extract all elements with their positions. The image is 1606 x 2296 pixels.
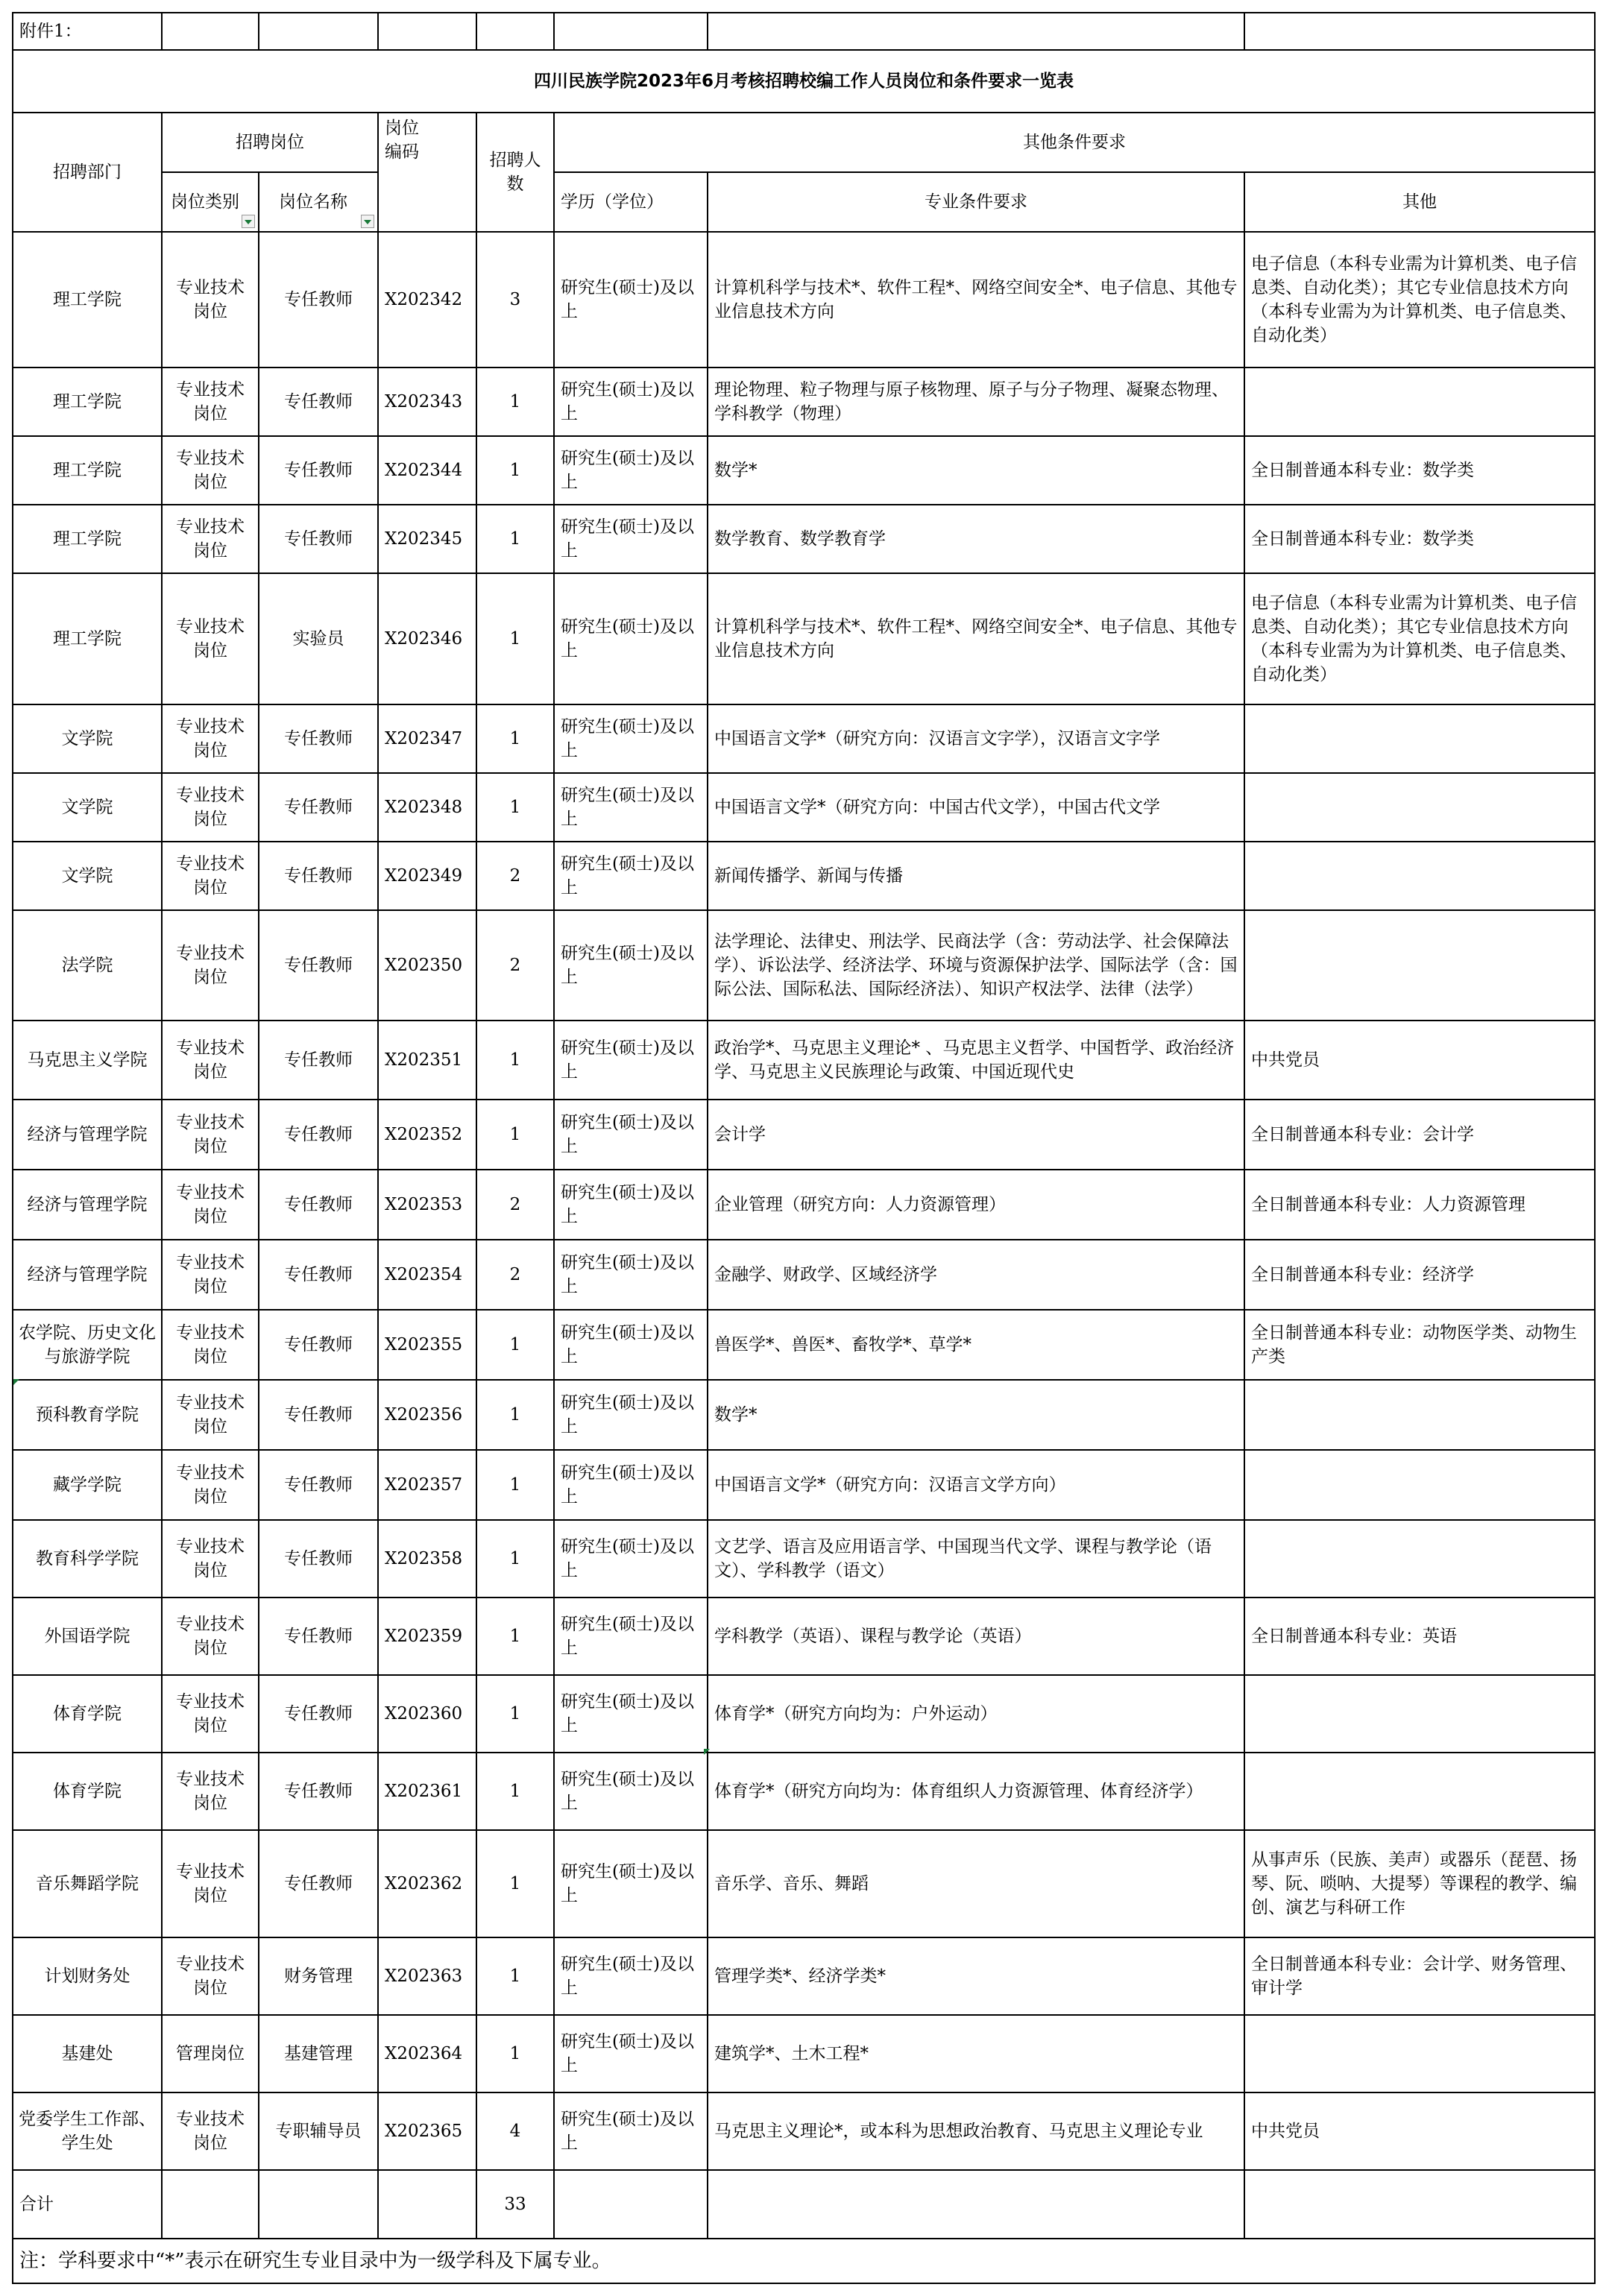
cell-education[interactable]: 研究生(硕士)及以上 <box>554 842 708 910</box>
table-row <box>13 1830 1595 1937</box>
cell-dept[interactable]: 理工学院 <box>13 368 162 436</box>
cell-name[interactable]: 专任教师 <box>259 773 378 842</box>
empty-cell[interactable] <box>259 2170 378 2239</box>
table-row <box>13 436 1595 505</box>
cell-category[interactable]: 专业技术岗位 <box>162 704 259 773</box>
cell-major[interactable]: 中国语言文学*（研究方向：汉语言文字学），汉语言文字学 <box>708 704 1244 773</box>
cell-major[interactable]: 政治学*、马克思主义理论* 、马克思主义哲学、中国哲学、政治经济学、马克思主义民族理论与政策、中国近现代史 <box>708 1021 1244 1100</box>
cell-other[interactable] <box>1244 1520 1595 1598</box>
cell-name[interactable]: 专任教师 <box>259 1675 378 1753</box>
cell-count[interactable]: 3 <box>476 232 554 368</box>
cell-count[interactable]: 1 <box>476 1937 554 2015</box>
cell-name[interactable]: 专任教师 <box>259 1240 378 1310</box>
header-other-group[interactable]: 其他条件要求 <box>554 113 1595 172</box>
cell-dept[interactable]: 体育学院 <box>13 1675 162 1753</box>
cell-name[interactable]: 专任教师 <box>259 1598 378 1675</box>
cell-count[interactable]: 2 <box>476 910 554 1021</box>
cell-name[interactable]: 专任教师 <box>259 1753 378 1830</box>
header-row-1 <box>13 113 1595 172</box>
cell-other[interactable]: 全日制普通本科专业：人力资源管理 <box>1244 1170 1595 1240</box>
cell-dept[interactable]: 教育科学学院 <box>13 1520 162 1598</box>
attachment-label[interactable]: 附件1： <box>13 13 162 50</box>
cell-count[interactable]: 1 <box>476 2015 554 2092</box>
cell-code[interactable]: X202364 <box>378 2015 476 2092</box>
empty-cell[interactable] <box>378 2170 476 2239</box>
table-row <box>13 505 1595 573</box>
cell-count[interactable]: 1 <box>476 1450 554 1520</box>
cell-category[interactable]: 专业技术岗位 <box>162 1021 259 1100</box>
cell-code[interactable]: X202347 <box>378 704 476 773</box>
cell-major[interactable]: 音乐学、音乐、舞蹈 <box>708 1830 1244 1937</box>
table-row <box>13 1598 1595 1675</box>
cell-education[interactable]: 研究生(硕士)及以上 <box>554 1937 708 2015</box>
cell-count[interactable]: 1 <box>476 1100 554 1170</box>
comment-marker-icon <box>704 1749 710 1755</box>
cell-code[interactable]: X202360 <box>378 1675 476 1753</box>
title-row <box>13 50 1595 113</box>
table-row <box>13 1753 1595 1830</box>
table-row <box>13 232 1595 368</box>
cell-dept[interactable]: 法学院 <box>13 910 162 1021</box>
cell-category[interactable]: 专业技术岗位 <box>162 436 259 505</box>
cell-count[interactable]: 1 <box>476 1598 554 1675</box>
cell-category[interactable]: 专业技术岗位 <box>162 232 259 368</box>
cell-category[interactable]: 专业技术岗位 <box>162 505 259 573</box>
cell-other[interactable]: 中共党员 <box>1244 1021 1595 1100</box>
cell-dept[interactable]: 马克思主义学院 <box>13 1021 162 1100</box>
cell-major[interactable]: 体育学*（研究方向均为：体育组织人力资源管理、体育经济学） <box>708 1753 1244 1830</box>
cell-education[interactable]: 研究生(硕士)及以上 <box>554 1100 708 1170</box>
header-major[interactable]: 专业条件要求 <box>708 172 1244 232</box>
cell-dept[interactable]: 计划财务处 <box>13 1937 162 2015</box>
cell-count[interactable]: 1 <box>476 1310 554 1380</box>
cell-dept[interactable]: 经济与管理学院 <box>13 1170 162 1240</box>
header-education[interactable]: 学历（学位） <box>554 172 708 232</box>
page-title[interactable]: 四川民族学院2023年6月考核招聘校编工作人员岗位和条件要求一览表 <box>13 50 1595 113</box>
cell-name[interactable]: 专任教师 <box>259 436 378 505</box>
cell-category[interactable]: 专业技术岗位 <box>162 1380 259 1450</box>
cell-name[interactable]: 专任教师 <box>259 1021 378 1100</box>
cell-other[interactable]: 全日制普通本科专业：动物医学类、动物生产类 <box>1244 1310 1595 1380</box>
cell-other[interactable] <box>1244 1675 1595 1753</box>
cell-dept[interactable]: 音乐舞蹈学院 <box>13 1830 162 1937</box>
footnote[interactable]: 注：学科要求中“*”表示在研究生专业目录中为一级学科及下属专业。 <box>13 2239 1595 2283</box>
table-row <box>13 573 1595 704</box>
comment-marker-icon <box>13 1379 19 1385</box>
table-row <box>13 1310 1595 1380</box>
table-row <box>13 1450 1595 1520</box>
cell-major[interactable]: 学科教学（英语）、课程与教学论（英语） <box>708 1598 1244 1675</box>
filter-dropdown-icon[interactable] <box>242 215 255 228</box>
cell-education[interactable]: 研究生(硕士)及以上 <box>554 1450 708 1520</box>
cell-major[interactable]: 数学* <box>708 436 1244 505</box>
cell-education[interactable]: 研究生(硕士)及以上 <box>554 704 708 773</box>
cell-category[interactable]: 专业技术岗位 <box>162 910 259 1021</box>
cell-code[interactable]: X202346 <box>378 573 476 704</box>
cell-count[interactable]: 1 <box>476 1830 554 1937</box>
cell-other[interactable]: 全日制普通本科专业：数学类 <box>1244 505 1595 573</box>
cell-name[interactable]: 专任教师 <box>259 1830 378 1937</box>
cell-other[interactable]: 全日制普通本科专业：会计学 <box>1244 1100 1595 1170</box>
cell-count[interactable]: 1 <box>476 773 554 842</box>
cell-category[interactable]: 专业技术岗位 <box>162 1240 259 1310</box>
cell-code[interactable]: X202343 <box>378 368 476 436</box>
cell-dept[interactable]: 预科教育学院 <box>13 1380 162 1450</box>
cell-other[interactable] <box>1244 704 1595 773</box>
cell-other[interactable]: 全日制普通本科专业：会计学、财务管理、审计学 <box>1244 1937 1595 2015</box>
cell-other[interactable] <box>1244 842 1595 910</box>
cell-count[interactable]: 2 <box>476 1170 554 1240</box>
cell-category[interactable]: 专业技术岗位 <box>162 1450 259 1520</box>
cell-category[interactable]: 专业技术岗位 <box>162 1520 259 1598</box>
cell-dept[interactable]: 经济与管理学院 <box>13 1240 162 1310</box>
cell-dept[interactable]: 党委学生工作部、学生处 <box>13 2092 162 2170</box>
note-row <box>13 2239 1595 2283</box>
cell-major[interactable]: 计算机科学与技术*、软件工程*、网络空间安全*、电子信息、其他专业信息技术方向 <box>708 573 1244 704</box>
table-row <box>13 1240 1595 1310</box>
attachment-row <box>13 13 1595 50</box>
recruitment-sheet <box>12 12 1596 2284</box>
empty-cell[interactable] <box>1244 2170 1595 2239</box>
cell-education[interactable]: 研究生(硕士)及以上 <box>554 368 708 436</box>
empty-cell[interactable] <box>162 2170 259 2239</box>
cell-education[interactable]: 研究生(硕士)及以上 <box>554 2015 708 2092</box>
cell-name[interactable]: 专任教师 <box>259 368 378 436</box>
cell-other[interactable]: 全日制普通本科专业：英语 <box>1244 1598 1595 1675</box>
cell-major[interactable]: 理论物理、粒子物理与原子核物理、原子与分子物理、凝聚态物理、学科教学（物理） <box>708 368 1244 436</box>
cell-education[interactable]: 研究生(硕士)及以上 <box>554 232 708 368</box>
cell-category[interactable]: 专业技术岗位 <box>162 1100 259 1170</box>
cell-education[interactable]: 研究生(硕士)及以上 <box>554 773 708 842</box>
cell-count[interactable]: 1 <box>476 505 554 573</box>
empty-cell[interactable] <box>554 2170 708 2239</box>
cell-dept[interactable]: 经济与管理学院 <box>13 1100 162 1170</box>
cell-category[interactable]: 专业技术岗位 <box>162 1310 259 1380</box>
cell-major[interactable]: 体育学*（研究方向均为：户外运动） <box>708 1675 1244 1753</box>
header-position-group[interactable]: 招聘岗位 <box>162 113 378 172</box>
cell-education[interactable]: 研究生(硕士)及以上 <box>554 1310 708 1380</box>
empty-cell[interactable] <box>708 2170 1244 2239</box>
cell-code[interactable]: X202355 <box>378 1310 476 1380</box>
cell-name[interactable]: 专任教师 <box>259 1450 378 1520</box>
cell-code[interactable]: X202359 <box>378 1598 476 1675</box>
cell-count[interactable]: 1 <box>476 704 554 773</box>
table-row <box>13 1520 1595 1598</box>
cell-count[interactable]: 1 <box>476 368 554 436</box>
total-row <box>13 2170 1595 2239</box>
cell-dept[interactable]: 理工学院 <box>13 505 162 573</box>
cell-education[interactable]: 研究生(硕士)及以上 <box>554 1240 708 1310</box>
cell-other[interactable] <box>1244 368 1595 436</box>
cell-dept[interactable]: 文学院 <box>13 842 162 910</box>
cell-other[interactable] <box>1244 910 1595 1021</box>
cell-category[interactable]: 专业技术岗位 <box>162 573 259 704</box>
cell-education[interactable]: 研究生(硕士)及以上 <box>554 1021 708 1100</box>
cell-name[interactable]: 专任教师 <box>259 842 378 910</box>
filter-dropdown-icon[interactable] <box>361 215 374 228</box>
cell-dept[interactable]: 农学院、历史文化与旅游学院 <box>13 1310 162 1380</box>
cell-major[interactable]: 管理学类*、经济学类* <box>708 1937 1244 2015</box>
header-code[interactable] <box>378 113 476 232</box>
cell-count[interactable]: 1 <box>476 1675 554 1753</box>
cell-education[interactable]: 研究生(硕士)及以上 <box>554 1675 708 1753</box>
cell-count[interactable]: 1 <box>476 573 554 704</box>
cell-dept[interactable]: 理工学院 <box>13 573 162 704</box>
cell-education[interactable]: 研究生(硕士)及以上 <box>554 1598 708 1675</box>
total-count[interactable]: 33 <box>476 2170 554 2239</box>
cell-code[interactable]: X202363 <box>378 1937 476 2015</box>
cell-other[interactable]: 电子信息（本科专业需为计算机类、电子信息类、自动化类）；其它专业信息技术方向（本科专业需为为计算机类、电子信息类、自动化类） <box>1244 232 1595 368</box>
cell-code[interactable]: X202352 <box>378 1100 476 1170</box>
cell-education[interactable]: 研究生(硕士)及以上 <box>554 573 708 704</box>
cell-name[interactable]: 专任教师 <box>259 1380 378 1450</box>
cell-major[interactable]: 法学理论、法律史、刑法学、民商法学（含：劳动法学、社会保障法学）、诉讼法学、经济法学、环境与资源保护法学、国际法学（含：国际公法、国际私法、国际经济法）、知识产权法学、法律（法学） <box>708 910 1244 1021</box>
header-code-text: 岗位编码 <box>385 119 419 162</box>
cell-code[interactable]: X202344 <box>378 436 476 505</box>
cell-name[interactable]: 专任教师 <box>259 505 378 573</box>
cell-category[interactable]: 专业技术岗位 <box>162 368 259 436</box>
header-count[interactable]: 招聘人数 <box>476 113 554 232</box>
cell-other[interactable]: 中共党员 <box>1244 2092 1595 2170</box>
header-other[interactable]: 其他 <box>1244 172 1595 232</box>
cell-count[interactable]: 1 <box>476 1520 554 1598</box>
cell-category[interactable]: 专业技术岗位 <box>162 842 259 910</box>
cell-code[interactable]: X202358 <box>378 1520 476 1598</box>
cell-dept[interactable]: 外国语学院 <box>13 1598 162 1675</box>
cell-count[interactable]: 4 <box>476 2092 554 2170</box>
cell-major[interactable]: 金融学、财政学、区域经济学 <box>708 1240 1244 1310</box>
cell-category[interactable]: 管理岗位 <box>162 2015 259 2092</box>
cell-other[interactable] <box>1244 1753 1595 1830</box>
table-row <box>13 1021 1595 1100</box>
table-row <box>13 1937 1595 2015</box>
header-category[interactable] <box>162 172 259 232</box>
cell-name[interactable]: 专任教师 <box>259 1170 378 1240</box>
cell-category[interactable]: 专业技术岗位 <box>162 1675 259 1753</box>
cell-education[interactable]: 研究生(硕士)及以上 <box>554 1520 708 1598</box>
cell-count[interactable]: 1 <box>476 1753 554 1830</box>
cell-name[interactable]: 专任教师 <box>259 704 378 773</box>
cell-education[interactable]: 研究生(硕士)及以上 <box>554 1170 708 1240</box>
cell-code[interactable]: X202357 <box>378 1450 476 1520</box>
total-label[interactable]: 合计 <box>13 2170 162 2239</box>
table-row <box>13 704 1595 773</box>
cell-major[interactable]: 中国语言文学*（研究方向：中国古代文学），中国古代文学 <box>708 773 1244 842</box>
cell-code[interactable]: X202345 <box>378 505 476 573</box>
cell-name[interactable]: 专任教师 <box>259 1310 378 1380</box>
cell-code[interactable]: X202349 <box>378 842 476 910</box>
cell-name[interactable]: 专职辅导员 <box>259 2092 378 2170</box>
cell-dept[interactable]: 文学院 <box>13 704 162 773</box>
cell-name[interactable]: 专任教师 <box>259 232 378 368</box>
cell-education[interactable]: 研究生(硕士)及以上 <box>554 1830 708 1937</box>
cell-code[interactable]: X202356 <box>378 1380 476 1450</box>
header-row-2 <box>13 172 1595 232</box>
cell-education[interactable]: 研究生(硕士)及以上 <box>554 436 708 505</box>
cell-other[interactable]: 全日制普通本科专业：数学类 <box>1244 436 1595 505</box>
cell-category[interactable]: 专业技术岗位 <box>162 773 259 842</box>
table-row <box>13 2092 1595 2170</box>
cell-name[interactable]: 专任教师 <box>259 910 378 1021</box>
cell-dept[interactable]: 理工学院 <box>13 436 162 505</box>
table-row <box>13 368 1595 436</box>
cell-education[interactable]: 研究生(硕士)及以上 <box>554 1380 708 1450</box>
cell-category[interactable]: 专业技术岗位 <box>162 1170 259 1240</box>
cell-category[interactable]: 专业技术岗位 <box>162 1753 259 1830</box>
recruitment-table <box>12 12 1596 2284</box>
cell-major[interactable]: 计算机科学与技术*、软件工程*、网络空间安全*、电子信息、其他专业信息技术方向 <box>708 232 1244 368</box>
header-dept[interactable]: 招聘部门 <box>13 113 162 232</box>
cell-count[interactable]: 1 <box>476 436 554 505</box>
cell-major[interactable]: 企业管理（研究方向：人力资源管理） <box>708 1170 1244 1240</box>
cell-major[interactable]: 中国语言文学*（研究方向：汉语言文学方向） <box>708 1450 1244 1520</box>
cell-other[interactable]: 电子信息（本科专业需为计算机类、电子信息类、自动化类）；其它专业信息技术方向（本科专业需为为计算机类、电子信息类、自动化类） <box>1244 573 1595 704</box>
table-row <box>13 1170 1595 1240</box>
table-row <box>13 773 1595 842</box>
cell-major[interactable]: 数学* <box>708 1380 1244 1450</box>
cell-code[interactable]: X202348 <box>378 773 476 842</box>
cell-other[interactable]: 全日制普通本科专业：经济学 <box>1244 1240 1595 1310</box>
cell-code[interactable]: X202351 <box>378 1021 476 1100</box>
cell-code[interactable]: X202342 <box>378 232 476 368</box>
cell-major[interactable]: 文艺学、语言及应用语言学、中国现当代文学、课程与教学论（语文）、学科教学（语文） <box>708 1520 1244 1598</box>
cell-major[interactable]: 会计学 <box>708 1100 1244 1170</box>
cell-dept[interactable]: 藏学学院 <box>13 1450 162 1520</box>
cell-dept[interactable]: 体育学院 <box>13 1753 162 1830</box>
cell-major[interactable]: 建筑学*、土木工程* <box>708 2015 1244 2092</box>
cell-education[interactable]: 研究生(硕士)及以上 <box>554 1753 708 1830</box>
cell-category[interactable]: 专业技术岗位 <box>162 2092 259 2170</box>
table-row <box>13 2015 1595 2092</box>
cell-education[interactable]: 研究生(硕士)及以上 <box>554 2092 708 2170</box>
cell-code[interactable]: X202354 <box>378 1240 476 1310</box>
cell-name[interactable]: 专任教师 <box>259 1100 378 1170</box>
cell-major[interactable]: 兽医学*、兽医*、畜牧学*、草学* <box>708 1310 1244 1380</box>
cell-code[interactable]: X202353 <box>378 1170 476 1240</box>
cell-education[interactable]: 研究生(硕士)及以上 <box>554 505 708 573</box>
cell-name[interactable]: 专任教师 <box>259 1520 378 1598</box>
cell-category[interactable]: 专业技术岗位 <box>162 1830 259 1937</box>
cell-other[interactable] <box>1244 2015 1595 2092</box>
cell-count[interactable]: 2 <box>476 842 554 910</box>
table-row <box>13 842 1595 910</box>
table-row <box>13 1100 1595 1170</box>
cell-other[interactable]: 从事声乐（民族、美声）或器乐（琵琶、扬琴、阮、唢呐、大提琴）等课程的教学、编创、演艺与科研工作 <box>1244 1830 1595 1937</box>
cell-other[interactable] <box>1244 1380 1595 1450</box>
cell-dept[interactable]: 理工学院 <box>13 232 162 368</box>
cell-category[interactable]: 专业技术岗位 <box>162 1598 259 1675</box>
cell-dept[interactable]: 基建处 <box>13 2015 162 2092</box>
cell-education[interactable]: 研究生(硕士)及以上 <box>554 910 708 1021</box>
cell-dept[interactable]: 文学院 <box>13 773 162 842</box>
cell-count[interactable]: 2 <box>476 1240 554 1310</box>
cell-major[interactable]: 数学教育、数学教育学 <box>708 505 1244 573</box>
cell-count[interactable]: 1 <box>476 1380 554 1450</box>
table-row <box>13 1675 1595 1753</box>
header-name[interactable] <box>259 172 378 232</box>
header-name-text: 岗位名称 <box>279 192 347 212</box>
cell-code[interactable]: X202365 <box>378 2092 476 2170</box>
cell-name[interactable]: 财务管理 <box>259 1937 378 2015</box>
cell-name[interactable]: 基建管理 <box>259 2015 378 2092</box>
table-row <box>13 1380 1595 1450</box>
header-category-text: 岗位类别 <box>171 192 239 212</box>
cell-code[interactable]: X202350 <box>378 910 476 1021</box>
cell-count[interactable]: 1 <box>476 1021 554 1100</box>
cell-code[interactable]: X202361 <box>378 1753 476 1830</box>
cell-major[interactable]: 新闻传播学、新闻与传播 <box>708 842 1244 910</box>
cell-code[interactable]: X202362 <box>378 1830 476 1937</box>
cell-other[interactable] <box>1244 1450 1595 1520</box>
cell-name[interactable]: 实验员 <box>259 573 378 704</box>
cell-category[interactable]: 专业技术岗位 <box>162 1937 259 2015</box>
cell-other[interactable] <box>1244 773 1595 842</box>
table-row <box>13 910 1595 1021</box>
cell-major[interactable]: 马克思主义理论*，或本科为思想政治教育、马克思主义理论专业 <box>708 2092 1244 2170</box>
